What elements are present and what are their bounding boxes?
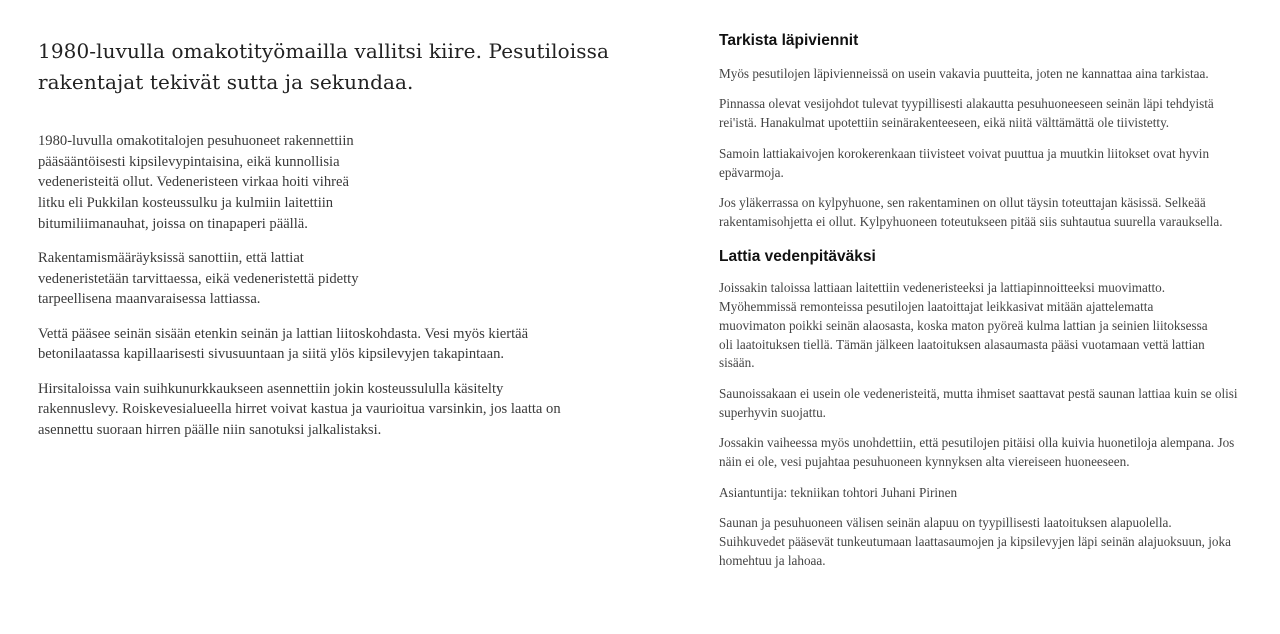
body-paragraph: Myös pesutilojen läpivienneissä on usein vakavia puutteita, joten ne kannattaa aina tarkistaa. (719, 66, 1209, 81)
body-paragraph: Rakentamismääräyksissä sanottiin, että lattiat vedeneristetään tarvittaessa, eikä vedeneristettä pidetty tarpeellisena maanvaraisessa lattiassa. (38, 250, 359, 308)
left-column (38, 36, 618, 454)
body-paragraph: Saunan ja pesuhuoneen välisen seinän alapuu on tyypillisesti laatoituksen alapuolella. Suihkuvedet pääsevät tunkeutumaan laattasaumojen ja kipsilevyjen läpi seinän alajuoksuun, joka homehtuu ja lahoaa. (719, 514, 1231, 568)
body-paragraph: Joissakin taloissa lattiaan laitettiin vedeneristeeksi ja lattiapinnoitteeksi muovimatto. Myöhemmissä remonteissa pesutilojen laatoittajat leikkasivat mitään ajattelematta muovimaton poikki seinän alaosasta, koska maton pyöreä kulma lattian ja seinien liitoksessa oli laatoituksen tiellä. Tämän jälkeen laatoituksen alasaumasta pääsi vuotamaan vettä lattian sisään. (719, 279, 1208, 371)
body-paragraph: Hirsitaloissa vain suihkunurkkaukseen asennettiin jokin kosteussululla käsitelty rakennuslevy. Roiskevesialueella hirret voivat kastua ja vaurioitua varsinkin, jos laatta on asennettu suoraan hirren päälle niin sanotuksi jalkalistaksi. (38, 380, 561, 438)
body-paragraph: Vettä pääsee seinän sisään etenkin seinän ja lattian liitoskohdasta. Vesi myös kiertää betonilaatassa kapillaarisesti sivusuuntaan ja siitä ylös kipsilevyjen takapintaan. (38, 325, 529, 363)
body-paragraph: Pinnassa olevat vesijohdot tulevat tyypillisesti alakautta pesuhuoneeseen seinän läpi tehdyistä rei'istä. Hanakulmat upotettiin seinärakenteeseen, eikä niitä välttämättä ole tiivistetty. (719, 96, 1214, 131)
body-paragraph: Saunoissakaan ei usein ole vedeneristeitä, mutta ihmiset saattavat pestä saunan lattiaa kuin se olisi superhyvin suojattu. (719, 385, 1238, 420)
body-paragraph: Jos yläkerrassa on kylpyhuone, sen rakentaminen on ollut täysin toteuttajan käsissä. Selkeää rakentamisohjetta ei ollut. Kylpyhuoneen toteutukseen pitää siis suhtautua suurella varauksella. (719, 195, 1223, 229)
right-column (719, 31, 1239, 582)
section-heading-lapiviennit: Tarkista läpiviennit (719, 32, 859, 49)
body-paragraph: Jossakin vaiheessa myös unohdettiin, että pesutilojen pitäisi olla kuivia huonetiloja alempana. Jos näin ei ole, vesi pujahtaa pesuhuoneen kynnyksen alta viereiseen huoneeseen. (719, 435, 1235, 470)
body-paragraph: 1980-luvulla omakotitalojen pesuhuoneet rakennettiin pääsääntöisesti kipsilevypintaisina, eikä kunnollisia vedeneristeitä ollut. Vedeneristeen virkaa hoiti vihreä litku eli Pukkilan kosteussulku ja kulmiin laitettiin bitumiliimanauhat, joissa on tinapaperi päällä. (38, 133, 354, 232)
lead-text: 1980-luvulla omakotityömailla vallitsi kiire. Pesutiloissa rakentajat tekivät sutta ja sekundaa. (38, 39, 609, 94)
body-paragraph: Samoin lattiakaivojen korokerenkaan tiivisteet voivat puuttua ja muutkin liitokset ovat hyvin epävarmoja. (719, 145, 1210, 180)
section-heading-lattia: Lattia vedenpitäväksi (719, 247, 876, 265)
expert-credit: Asiantuntija: tekniikan tohtori Juhani Pirinen (719, 484, 958, 500)
